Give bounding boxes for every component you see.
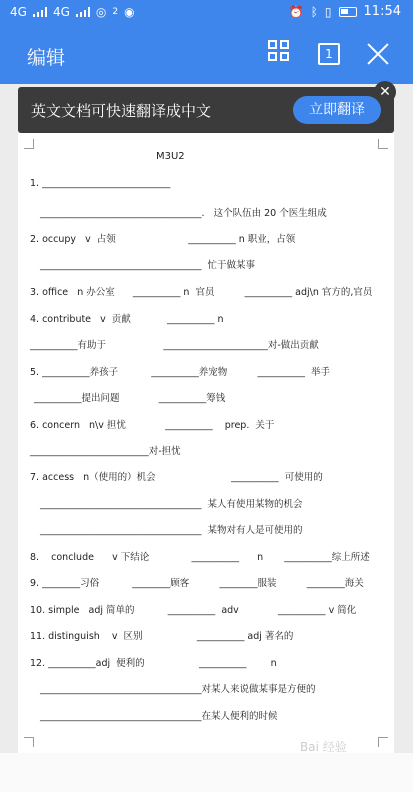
bottom-area bbox=[0, 753, 413, 792]
document-page[interactable] bbox=[18, 133, 394, 753]
grid-view-icon[interactable] bbox=[268, 40, 296, 68]
document-content bbox=[18, 133, 394, 753]
battery-icon bbox=[339, 7, 357, 17]
status-right bbox=[289, 4, 401, 19]
doc-line: 4. contribute v 贡献 __________ n bbox=[30, 314, 224, 325]
signal-icon bbox=[33, 7, 47, 17]
translate-banner bbox=[18, 87, 394, 133]
doc-line: 7. access n（使用的）机会 __________ 可使用的 bbox=[30, 472, 323, 483]
doc-line: __________有助于 ______________________对-做出贡献 bbox=[30, 340, 319, 351]
banner-close-icon[interactable]: ✕ bbox=[374, 81, 396, 103]
hotspot-icon: ◎ bbox=[95, 5, 107, 19]
signal-icon bbox=[76, 7, 90, 17]
doc-line: 9. ________习俗 ________顾客 ________服装 ________海关 bbox=[30, 578, 364, 589]
status-bar bbox=[0, 0, 413, 26]
top-toolbar bbox=[0, 26, 413, 84]
doc-line: 8. conclude v 下结论 __________ n __________综上所述 bbox=[30, 552, 370, 563]
doc-line: 3. office n 办公室 __________ n 官员 __________ adj\n 官方的,官员 bbox=[30, 287, 373, 298]
doc-line: __________________________________在某人便利的时候 bbox=[40, 711, 278, 722]
doc-line: 6. concern n\v 担忧 __________ prep. 关于 bbox=[30, 420, 275, 431]
banner-message: 英文文档可快速翻译成中文 bbox=[31, 102, 212, 120]
doc-line: 5. __________养孩子 __________养宠物 __________ 举手 bbox=[30, 367, 331, 378]
page-title: 编辑 bbox=[27, 47, 66, 69]
eye-icon: ◉ bbox=[124, 5, 135, 19]
doc-line: 11. distinguish v 区别 __________ adj 著名的 bbox=[30, 631, 294, 642]
status-left bbox=[10, 5, 135, 19]
vibrate-icon: ▯ bbox=[324, 4, 332, 19]
bluetooth-icon: ᛒ bbox=[310, 4, 318, 19]
doc-line: 10. simple adj 简单的 __________ adv __________ v 简化 bbox=[30, 605, 357, 616]
close-icon[interactable] bbox=[364, 40, 392, 68]
doc-line: __________________________________ 某人有使用某物的机会 bbox=[40, 499, 303, 510]
doc-line: __________________________________ 某物对有人是可使用的 bbox=[40, 525, 303, 536]
hotspot-count: 2 bbox=[112, 7, 119, 17]
network-label-1: 4G bbox=[10, 5, 27, 19]
doc-line: __________________________________. 这个队伍由 20 个医生组成 bbox=[40, 208, 327, 219]
doc-line: __________________________________对某人来说做某事是方便的 bbox=[40, 684, 316, 695]
clock: 11:54 bbox=[363, 4, 401, 19]
doc-line: __________________________________ 忙于做某事 bbox=[40, 260, 256, 271]
page-number-button[interactable]: 1 bbox=[318, 43, 340, 65]
doc-line: 1. ___________________________ bbox=[30, 178, 171, 189]
alarm-icon: ⏰ bbox=[288, 4, 304, 19]
network-label-2: 4G bbox=[52, 5, 70, 19]
translate-button[interactable]: 立即翻译 bbox=[293, 96, 381, 124]
doc-line: __________提出问题 __________筹钱 bbox=[34, 393, 226, 404]
watermark: Bai 经验 bbox=[300, 740, 347, 754]
document-title: M3U2 bbox=[156, 151, 185, 162]
doc-line: 12. __________adj 便利的 __________ n bbox=[30, 658, 277, 669]
doc-line: _________________________对-担忧 bbox=[30, 446, 181, 457]
doc-line: 2. occupy v 占领 __________ n 职业，占领 bbox=[30, 234, 296, 245]
